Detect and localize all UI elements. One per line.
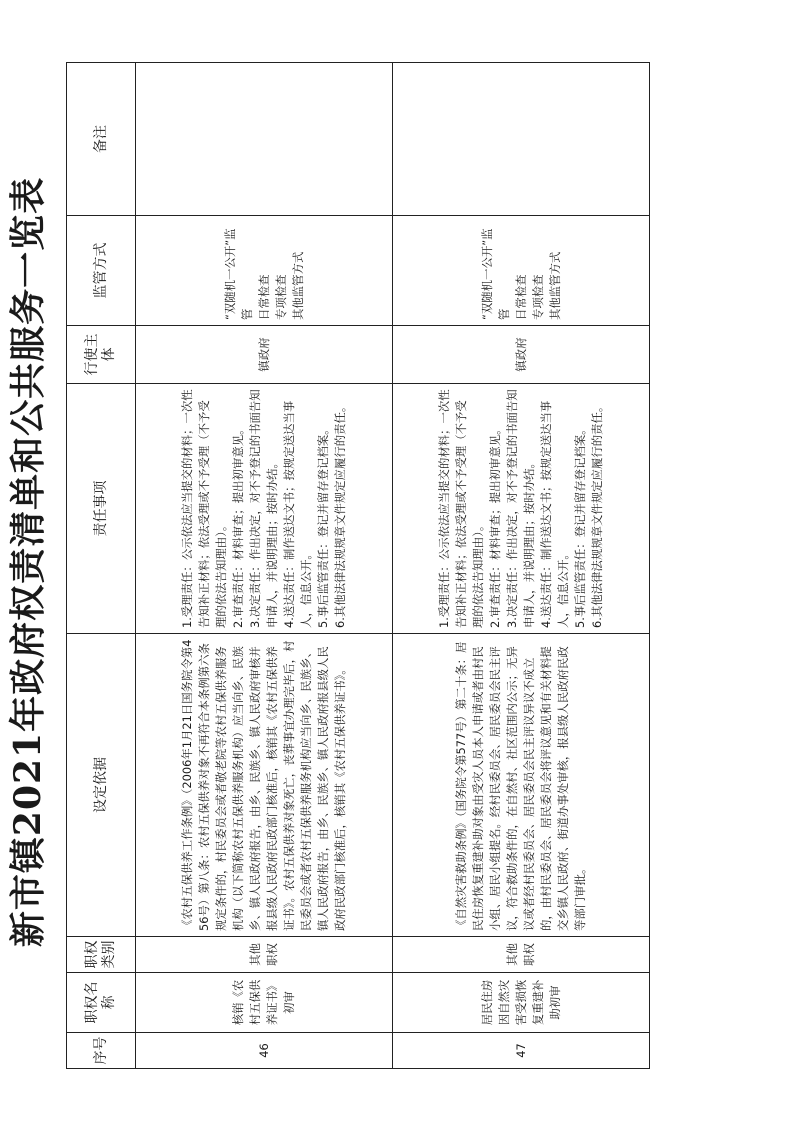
row-seq: 46 bbox=[136, 1033, 393, 1069]
duty-item: 5.事后监管责任：登记并留存登记档案。 bbox=[573, 423, 587, 628]
duty-item: 6.其他法律法规规章文件规定应履行的责任。 bbox=[333, 400, 347, 628]
supervision-item: 日常检查 bbox=[513, 274, 528, 320]
header-name: 职权名称 bbox=[67, 973, 136, 1033]
header-duties: 责任事项 bbox=[67, 384, 136, 634]
header-category: 职权类别 bbox=[67, 937, 136, 973]
row-basis: 《自然灾害救助条例》（国务院令第577号）第二十条：居民住房恢复重建补助对象由受灾人员本人申请或者由村民小组、居民小组提名。经村民委员会、居民委员会民主评议，符合救助条件的，在自然村、社区范围内公示；无异议或者经村民委员会、居民委员会民主评议异议不成立的，由村民委员会、居民委员会将评议意见和有关材料提交乡镇人民政府、街道办事处审核，报县级人民政府民政等部门审批。 bbox=[393, 634, 650, 937]
row-supervision bbox=[393, 216, 650, 326]
supervision-item: 其他监管方式 bbox=[547, 251, 562, 320]
duty-item: 1.受理责任：公示依法应当提交的材料；一次性告知补正材料；依法受理或不予受理（不予受理的依法告知理由）。 bbox=[180, 389, 228, 628]
table-header-row bbox=[67, 63, 136, 1069]
duty-item: 2.审查责任：材料审查；提出初审意见。 bbox=[231, 423, 245, 628]
duty-item: 3.决定责任：作出决定，对不予登记的书面告知申请人，并说明理由；按时办结。 bbox=[248, 389, 279, 628]
header-remarks: 备注 bbox=[67, 63, 136, 216]
supervision-item: “双随机一公开”监管 bbox=[222, 228, 254, 320]
duty-item: 1.受理责任：公示依法应当提交的材料；一次性告知补正材料；依法受理或不予受理（不予受理的依法告知理由）。 bbox=[437, 389, 485, 628]
powers-table bbox=[66, 62, 650, 1069]
header-basis: 设定依据 bbox=[67, 634, 136, 937]
table-row bbox=[393, 63, 650, 1069]
supervision-item: “双随机一公开”监管 bbox=[479, 228, 511, 320]
row-remarks bbox=[393, 63, 650, 216]
row-subject: 镇政府 bbox=[136, 326, 393, 384]
row-seq: 47 bbox=[393, 1033, 650, 1069]
row-remarks bbox=[136, 63, 393, 216]
supervision-item: 其他监管方式 bbox=[290, 251, 305, 320]
row-name: 核销《农村五保供养证书》初审 bbox=[136, 973, 393, 1033]
table-row bbox=[136, 63, 393, 1069]
supervision-item: 专项检查 bbox=[530, 274, 545, 320]
row-duties bbox=[393, 384, 650, 634]
header-seq: 序号 bbox=[67, 1033, 136, 1069]
row-duties bbox=[136, 384, 393, 634]
duty-item: 3.决定责任：作出决定，对不予登记的书面告知申请人，并说明理由；按时办结。 bbox=[505, 389, 536, 628]
row-supervision bbox=[136, 216, 393, 326]
header-supervision: 监管方式 bbox=[67, 216, 136, 326]
row-category: 其他职权 bbox=[136, 937, 393, 973]
duty-item: 2.审查责任：材料审查；提出初审意见。 bbox=[488, 423, 502, 628]
document-title: 新市镇2021年政府权责清单和公共服务一览表 bbox=[7, 176, 49, 948]
duty-item: 4.送达责任：制作送达文书；按规定送达当事人，信息公开。 bbox=[539, 400, 570, 628]
row-subject: 镇政府 bbox=[393, 326, 650, 384]
duty-item: 6.其他法律法规规章文件规定应履行的责任。 bbox=[590, 400, 604, 628]
row-basis: 《农村五保供养工作条例》（2006年1月21日国务院令第456号）第八条：农村五保供养对象不再符合本条例第六条规定条件的，村民委员会或者敬老院等农村五保供养服务机构（以下简称农村五保供养服务机构）应当向乡、民族乡、镇人民政府报告，由乡、民族乡、镇人民政府审核并报县级人民政府民政部门核准后，核销其《农村五保供养证书》。农村五保供养对象死亡，丧葬事宜办理完毕后，村民委员会或者农村五保供养服务机构应当向乡、民族乡、镇人民政府报告，由乡、民族乡、镇人民政府报县级人民政府民政部门核准后，核销其《农村五保供养证书》。 bbox=[136, 634, 393, 937]
supervision-item: 专项检查 bbox=[273, 274, 288, 320]
supervision-item: 日常检查 bbox=[256, 274, 271, 320]
row-name: 居民住房因自然灾害受损恢复重建补助初审 bbox=[393, 973, 650, 1033]
header-subject: 行使主体 bbox=[67, 326, 136, 384]
row-category: 其他职权 bbox=[393, 937, 650, 973]
duty-item: 5.事后监管责任：登记并留存登记档案。 bbox=[316, 423, 330, 628]
duty-item: 4.送达责任：制作送达文书；按规定送达当事人，信息公开。 bbox=[282, 400, 313, 628]
